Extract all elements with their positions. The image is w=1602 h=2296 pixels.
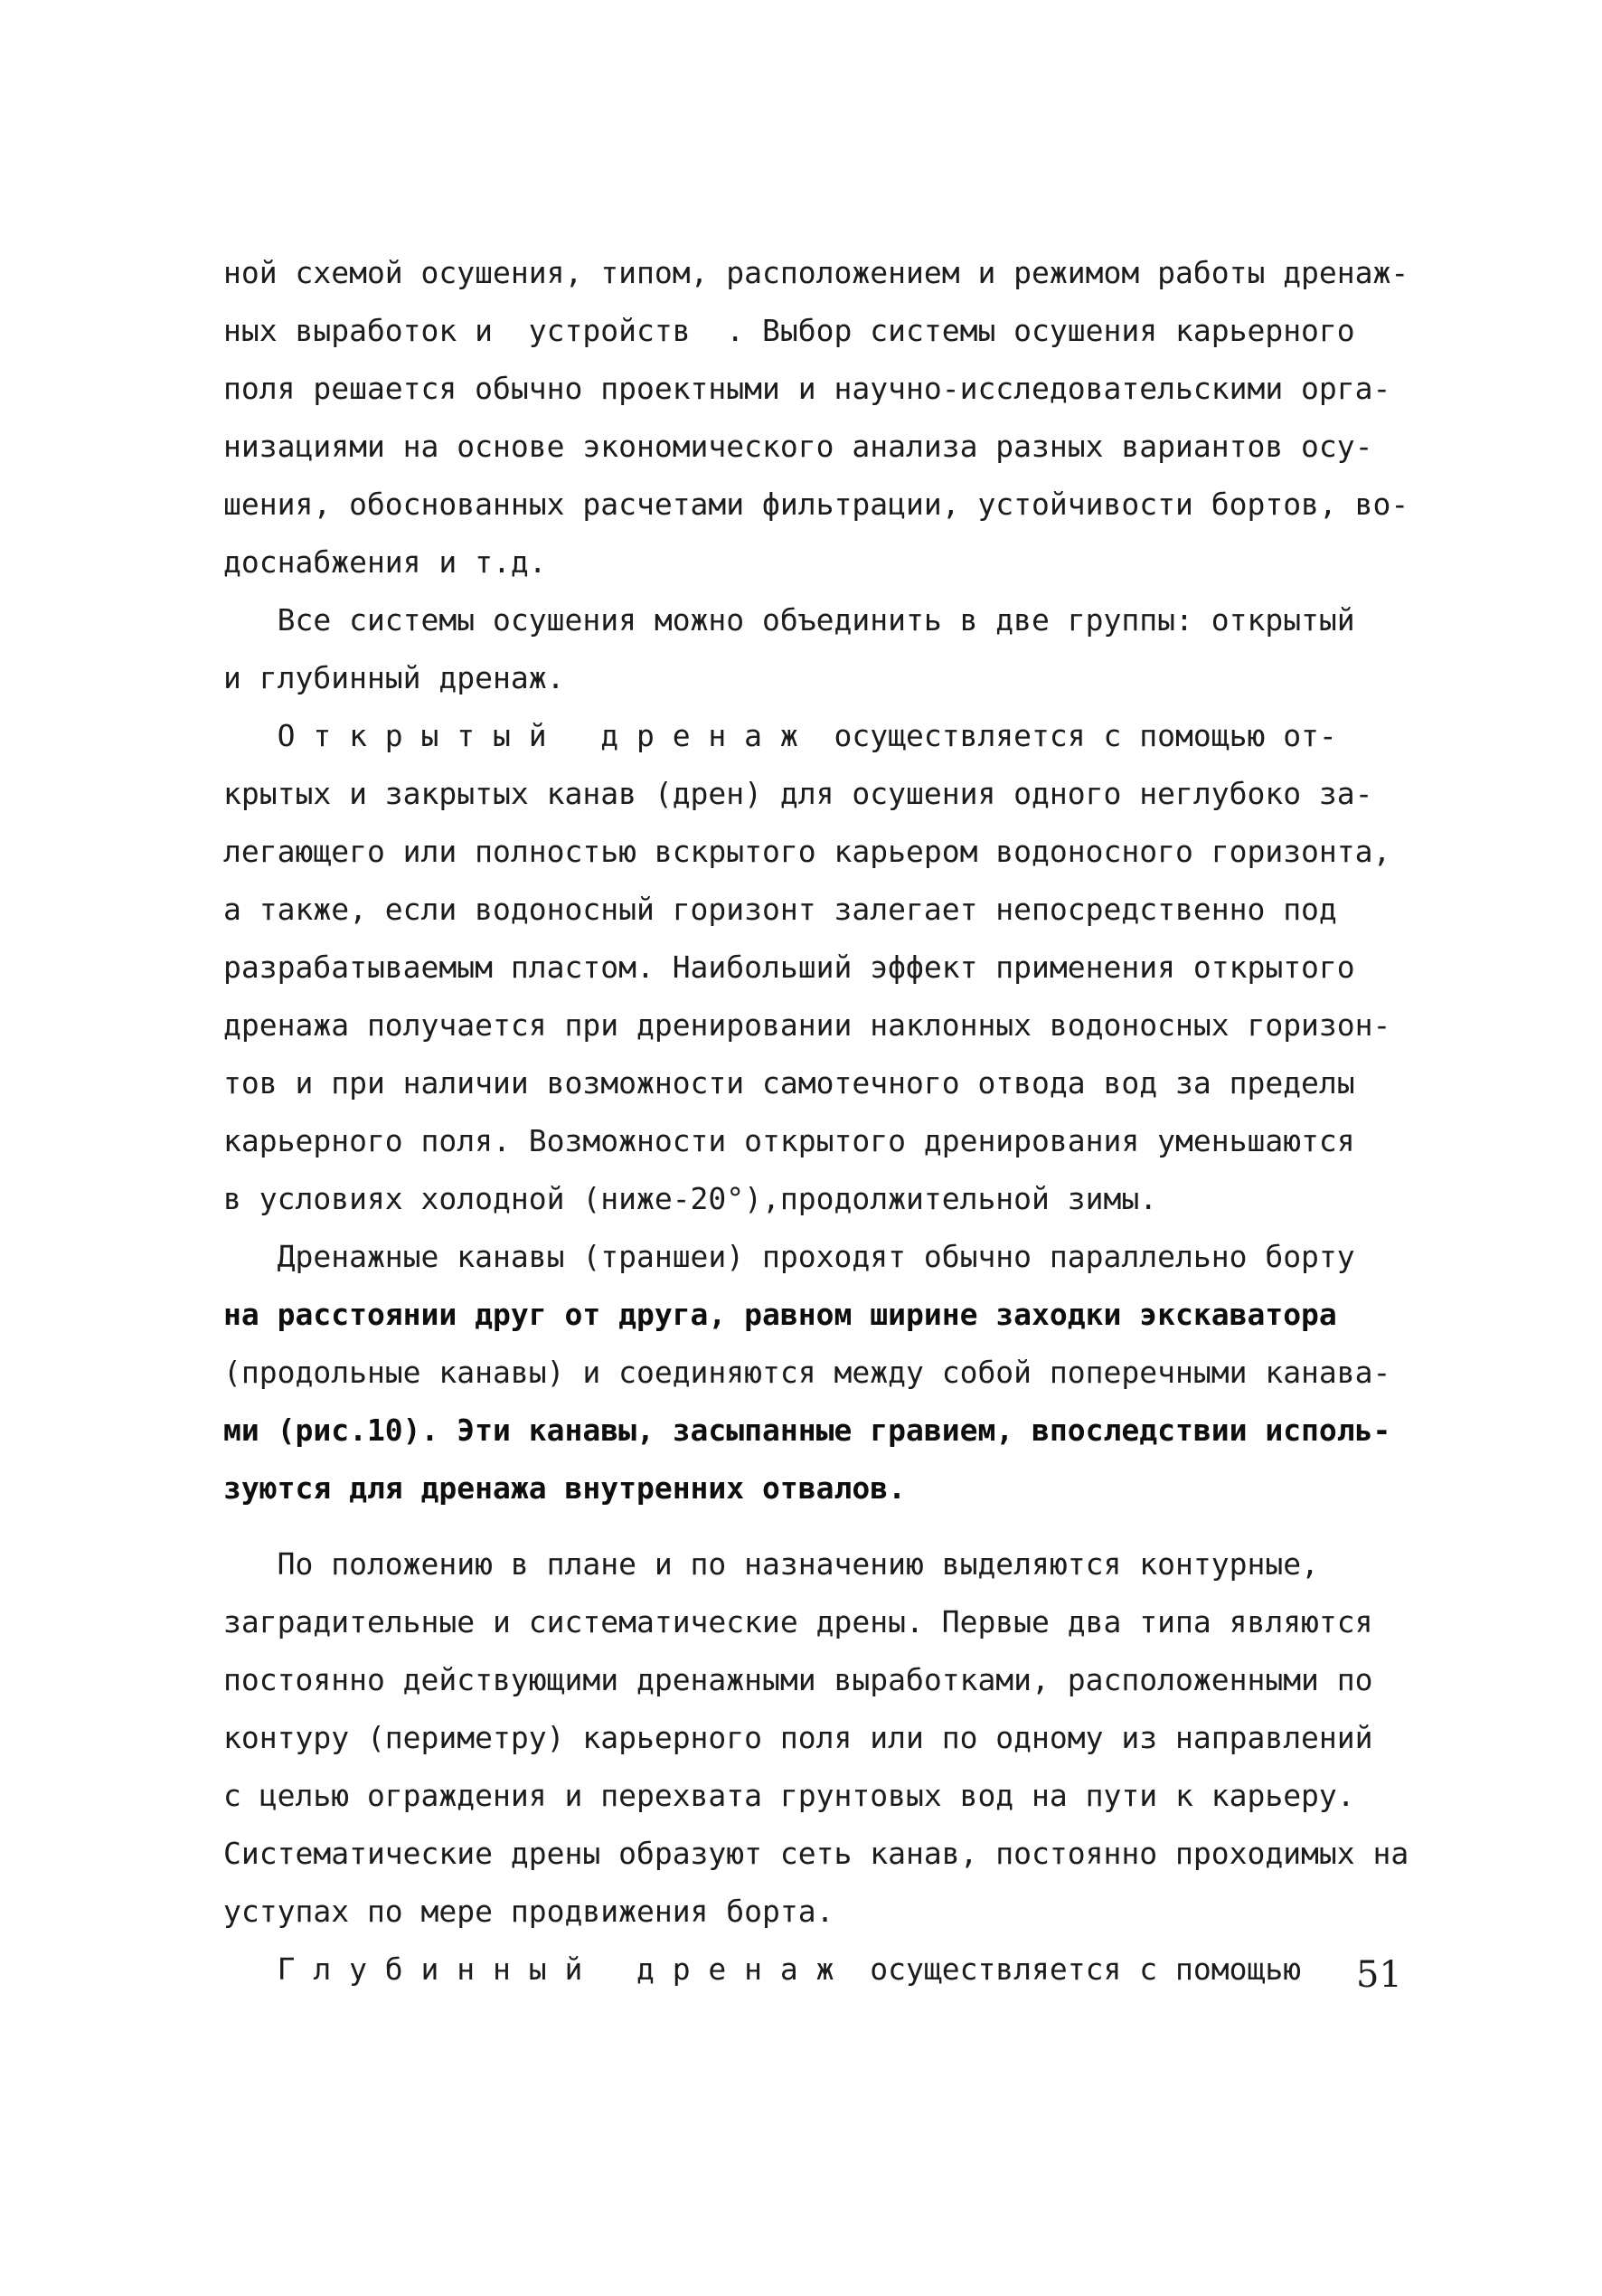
text-line: заградительные и систематические дрены. Первые два типа являются (223, 1604, 1373, 1639)
text-line: По положению в плане и по назначению выделяются контурные, (223, 1546, 1319, 1582)
text-line: (продольные канавы) и соединяются между собой поперечными канава- (223, 1355, 1391, 1390)
text-line: дренажа получается при дренировании наклонных водоносных горизон- (223, 1007, 1391, 1043)
text-line: а также, если водоносный горизонт залегает непосредственно под (223, 892, 1337, 927)
text-line: на расстоянии друг от друга, равном ширине заходки экскаватора (223, 1297, 1337, 1332)
text-line: крытых и закрытых канав (дрен) для осушения одного неглубоко за- (223, 776, 1373, 811)
text-line: уступах по мере продвижения борта. (223, 1894, 834, 1929)
text-line: разрабатываемым пластом. Наибольший эффект применения открытого (223, 950, 1355, 985)
text-line: ми (рис.10). Эти канавы, засыпанные гравием, впоследствии исполь- (223, 1413, 1391, 1448)
text-line: Дренажные канавы (траншеи) проходят обычно параллельно борту (223, 1239, 1355, 1274)
text-line: с целью ограждения и перехвата грунтовых вод на пути к карьеру. (223, 1778, 1355, 1813)
text-line: Все системы осушения можно объединить в две группы: открытый (223, 602, 1355, 638)
text-line: тов и при наличии возможности самотечного отвода вод за пределы (223, 1065, 1355, 1101)
text-line: зуются для дренажа внутренних отвалов. (223, 1470, 906, 1506)
text-line: низациями на основе экономического анализа разных вариантов осу- (223, 429, 1373, 464)
text-line: Систематические дрены образуют сеть канав, постоянно проходимых на (223, 1836, 1409, 1871)
body-text (223, 244, 1409, 1998)
text-line: ных выработок и устройств . Выбор системы осушения карьерного (223, 313, 1355, 348)
text-line: контуру (периметру) карьерного поля или по одному из направлений (223, 1720, 1373, 1755)
text-line: легающего или полностью вскрытого карьером водоносного горизонта, (223, 834, 1391, 869)
text-line: и глубинный дренаж. (223, 660, 565, 695)
text-line: доснабжения и т.д. (223, 544, 547, 580)
text-line: ной схемой осушения, типом, расположением и режимом работы дренаж- (223, 255, 1409, 290)
text-line: поля решается обычно проектными и научно-исследовательскими орга- (223, 371, 1391, 406)
text-line: постоянно действующими дренажными выработками, расположенными по (223, 1662, 1373, 1697)
text-line: Г л у б и н н ы й д р е н а ж осуществляется с помощью (223, 1951, 1302, 1987)
text-line: шения, обоснованных расчетами фильтрации, устойчивости бортов, во- (223, 487, 1409, 522)
page-number: 51 (1356, 1954, 1402, 1996)
text-line: О т к р ы т ы й д р е н а ж осуществляется с помощью от- (223, 718, 1337, 753)
paragraph-gap (223, 1517, 1399, 1535)
text-line: карьерного поля. Возможности открытого дренирования уменьшаются (223, 1123, 1355, 1158)
text-line: в условиях холодной (ниже-20°),продолжительной зимы. (223, 1181, 1158, 1216)
